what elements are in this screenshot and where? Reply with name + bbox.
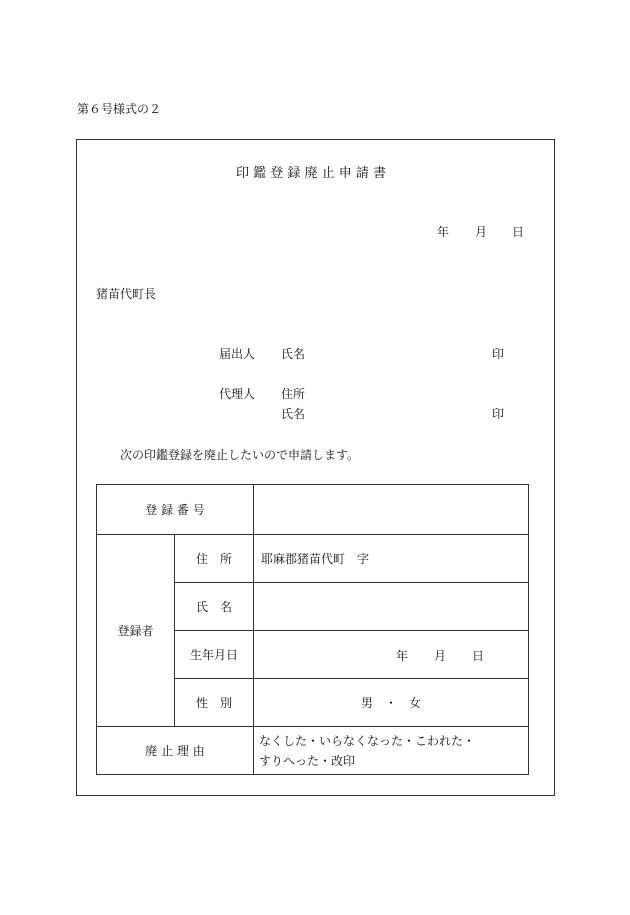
reason-value: [254, 727, 529, 775]
agent-label: 代理人: [219, 387, 256, 401]
applicant-name-label: 氏名: [281, 347, 306, 361]
reason-line-2: すりへった・改印: [259, 753, 356, 768]
dob-year: 年: [396, 648, 409, 663]
dob-value: [254, 631, 529, 679]
reason-line-1: なくした・いらなくなった・こわれた・: [259, 733, 476, 748]
agent-address-label: 住所: [281, 387, 306, 401]
gender-options: 男 ・ 女: [254, 679, 529, 727]
agent-seal: 印: [492, 407, 505, 421]
name-label: 氏 名: [175, 583, 254, 631]
address-value: 耶麻郡猪苗代町 字: [254, 535, 529, 583]
table-row-address: [97, 535, 529, 583]
form-title: 印 鑑 登 録 廃 止 申 請 書: [236, 166, 387, 181]
name-value: [254, 583, 529, 631]
address-label: 住 所: [175, 535, 254, 583]
table-row-reason: [97, 727, 529, 775]
dob-month: 月: [434, 648, 447, 663]
applicant-seal: 印: [492, 347, 505, 361]
registration-table: [96, 484, 529, 775]
reg-number-label: 登 録 番 号: [97, 485, 254, 535]
date-year: 年: [437, 225, 450, 239]
applicant-label: 届出人: [219, 347, 256, 361]
statement: 次の印鑑登録を廃止したいので申請します。: [120, 448, 360, 462]
addressee: 猪苗代町長: [96, 287, 157, 301]
table-row-reg-number: [97, 485, 529, 535]
form-number: 第６号様式の２: [77, 102, 162, 116]
registrant-label: 登録者: [97, 535, 175, 727]
reg-number-value: [254, 485, 529, 535]
reason-label: 廃 止 理 由: [97, 727, 254, 775]
dob-day: 日: [472, 648, 485, 663]
agent-name-label: 氏名: [281, 407, 306, 421]
dob-label: 生年月日: [175, 631, 254, 679]
date-day: 日: [512, 225, 525, 239]
date-month: 月: [475, 225, 488, 239]
gender-label: 性 別: [175, 679, 254, 727]
